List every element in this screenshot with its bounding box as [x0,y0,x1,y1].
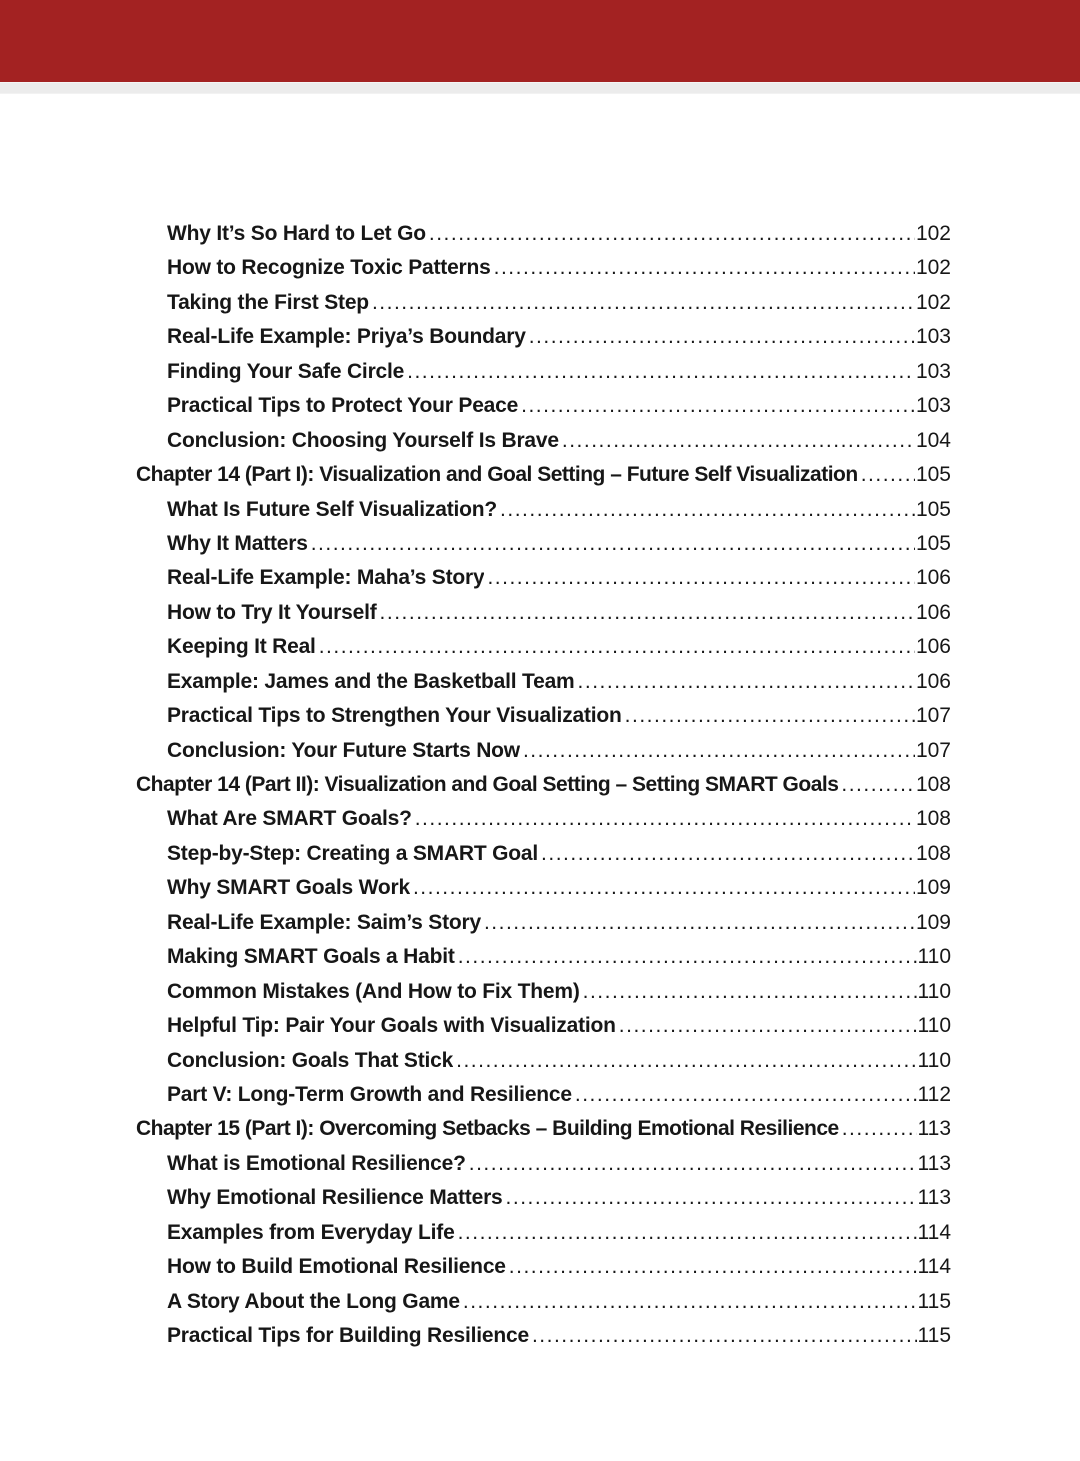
toc-entry-title: Practical Tips to Protect Your Peace [167,394,519,418]
toc-entry-title: How to Try It Yourself [167,600,377,624]
toc-entry-title: Real-Life Example: Maha’s Story [167,566,485,590]
toc-entry-page: 106 [915,635,951,659]
toc-dot-leader [523,734,915,768]
toc-dot-leader [484,906,915,940]
toc-entry-page: 102 [915,256,951,280]
toc-entry[interactable] [136,320,951,354]
toc-entry[interactable] [136,665,951,699]
toc-entry-page: 115 [917,1324,951,1347]
toc-entry[interactable] [136,596,951,630]
toc-entry-title: What Are SMART Goals? [167,807,412,831]
toc-entry-title: Why It’s So Hard to Let Go [167,222,426,245]
toc-entry-title: Chapter 14 (Part II): Visualization and Goal Setting – Setting SMART Goals [136,773,839,796]
toc-entry[interactable] [136,1044,951,1078]
toc-entry[interactable] [136,734,951,768]
toc-entry-page: 108 [915,773,951,796]
toc-entry-title: Real-Life Example: Priya’s Boundary [167,325,526,349]
toc-entry-title: How to Recognize Toxic Patterns [167,256,491,280]
toc-entry-page: 110 [917,979,951,1003]
toc-entry-title: Keeping It Real [167,635,316,659]
toc-entry-page: 113 [917,1117,951,1141]
page-gap-divider [0,82,1080,94]
toc-entry-page: 107 [915,704,951,728]
toc-dot-leader [456,1044,916,1078]
toc-entry-page: 106 [915,566,951,590]
toc-entry-page: 109 [915,910,951,934]
toc-dot-leader [619,1009,917,1043]
toc-entry-title: Conclusion: Choosing Yourself Is Brave [167,428,559,452]
toc-entry[interactable] [136,1181,951,1215]
toc-dot-leader [463,1285,917,1319]
toc-entry-title: Chapter 14 (Part I): Visualization and Goal Setting – Future Self Visualization [136,463,858,487]
toc-dot-leader [578,665,915,699]
toc-entry[interactable] [136,493,951,527]
toc-entry-page: 106 [915,669,951,693]
toc-entry[interactable] [136,1112,951,1146]
toc-entry[interactable] [136,699,951,733]
toc-entry-page: 114 [917,1220,951,1244]
toc-entry-page: 103 [915,394,951,418]
toc-entry-title: Part V: Long-Term Growth and Resilience [167,1082,572,1106]
toc-entry[interactable] [136,906,951,940]
toc-dot-leader [575,1078,917,1112]
toc-dot-leader [841,768,915,802]
toc-entry[interactable] [136,286,951,320]
toc-entry[interactable] [136,940,951,974]
toc-entry-title: Practical Tips to Strengthen Your Visualization [167,704,622,728]
toc-entry[interactable] [136,217,951,251]
toc-entry[interactable] [136,837,951,871]
toc-dot-leader [583,975,917,1009]
toc-entry-title: Why It Matters [167,531,308,555]
toc-entry-page: 115 [917,1289,951,1313]
toc-dot-leader [413,871,915,905]
toc-entry[interactable] [136,802,951,836]
toc-entry[interactable] [136,251,951,285]
table-of-contents [0,94,1080,1353]
toc-dot-leader [487,561,914,595]
toc-entry-page: 108 [915,841,951,865]
toc-entry[interactable] [136,389,951,423]
document-page [0,94,1080,1461]
toc-dot-leader [506,1181,917,1215]
toc-entry-title: Helpful Tip: Pair Your Goals with Visualization [167,1014,616,1038]
toc-entry-page: 110 [917,1014,951,1038]
toc-entry-title: Examples from Everyday Life [167,1220,455,1244]
toc-dot-leader [311,527,915,561]
toc-entry-title: Why SMART Goals Work [167,876,410,900]
toc-dot-leader [500,493,915,527]
toc-entry-title: Conclusion: Goals That Stick [167,1048,454,1072]
toc-dot-leader [372,286,915,320]
toc-entry-title: Real-Life Example: Saim’s Story [167,910,481,934]
toc-entry-page: 114 [917,1255,951,1279]
toc-dot-leader [458,1216,917,1250]
toc-entry-page: 110 [917,1048,951,1072]
toc-dot-leader [541,837,915,871]
app-top-bar [0,0,1080,82]
toc-entry-title: Common Mistakes (And How to Fix Them) [167,979,580,1003]
toc-dot-leader [429,217,915,251]
toc-entry-page: 105 [915,531,951,555]
toc-dot-leader [407,355,915,389]
toc-entry-title: What Is Future Self Visualization? [167,497,498,521]
toc-dot-leader [319,630,915,664]
toc-entry[interactable] [136,1078,951,1112]
toc-entry-page: 102 [915,222,951,245]
toc-entry-page: 107 [915,738,951,762]
toc-dot-leader [380,596,915,630]
toc-dot-leader [458,940,917,974]
toc-entry[interactable] [136,424,951,458]
toc-entry-page: 105 [915,463,951,487]
toc-entry[interactable] [136,1285,951,1319]
toc-entry-page: 108 [915,807,951,831]
toc-entry-title: Making SMART Goals a Habit [167,945,455,969]
toc-entry-page: 112 [917,1082,951,1106]
toc-entry[interactable] [136,1147,951,1181]
toc-entry[interactable] [136,355,951,389]
toc-entry-title: Example: James and the Basketball Team [167,669,575,693]
toc-entry[interactable] [136,975,951,1009]
toc-entry-title: Conclusion: Your Future Starts Now [167,738,520,762]
toc-dot-leader [521,389,915,423]
toc-entry-title: What is Emotional Resilience? [167,1151,466,1175]
toc-entry-page: 113 [917,1151,951,1175]
toc-entry-page: 113 [917,1186,951,1210]
toc-entry[interactable] [136,458,951,492]
toc-entry-page: 103 [915,325,951,349]
toc-entry-title: Taking the First Step [167,290,369,314]
toc-entry-title: Practical Tips for Building Resilience [167,1324,529,1347]
toc-entry-title: A Story About the Long Game [167,1289,460,1313]
toc-entry[interactable] [136,1009,951,1043]
toc-dot-leader [529,320,915,354]
toc-entry[interactable] [136,1319,951,1353]
toc-entry-title: How to Build Emotional Resilience [167,1255,506,1279]
toc-dot-leader [509,1250,917,1284]
toc-entry[interactable] [136,630,951,664]
toc-entry[interactable] [136,561,951,595]
toc-dot-leader [469,1147,917,1181]
toc-entry-page: 102 [915,290,951,314]
toc-entry-title: Step-by-Step: Creating a SMART Goal [167,841,539,865]
toc-dot-leader [625,699,915,733]
toc-entry[interactable] [136,768,951,802]
toc-entry[interactable] [136,1216,951,1250]
toc-entry[interactable] [136,527,951,561]
toc-entry-page: 105 [915,497,951,521]
toc-entry-title: Finding Your Safe Circle [167,359,405,383]
toc-entry-page: 109 [915,876,951,900]
toc-dot-leader [415,802,915,836]
toc-entry-page: 104 [915,428,951,452]
toc-dot-leader [532,1319,917,1353]
toc-dot-leader [562,424,915,458]
toc-entry-page: 106 [915,600,951,624]
toc-entry-page: 110 [917,945,951,969]
toc-entry[interactable] [136,1250,951,1284]
toc-dot-leader [842,1112,917,1146]
toc-entry-title: Why Emotional Resilience Matters [167,1186,503,1210]
toc-dot-leader [861,458,915,492]
toc-entry-page: 103 [915,359,951,383]
toc-dot-leader [494,251,915,285]
toc-entry[interactable] [136,871,951,905]
toc-entry-title: Chapter 15 (Part I): Overcoming Setbacks – Building Emotional Resilience [136,1117,839,1141]
